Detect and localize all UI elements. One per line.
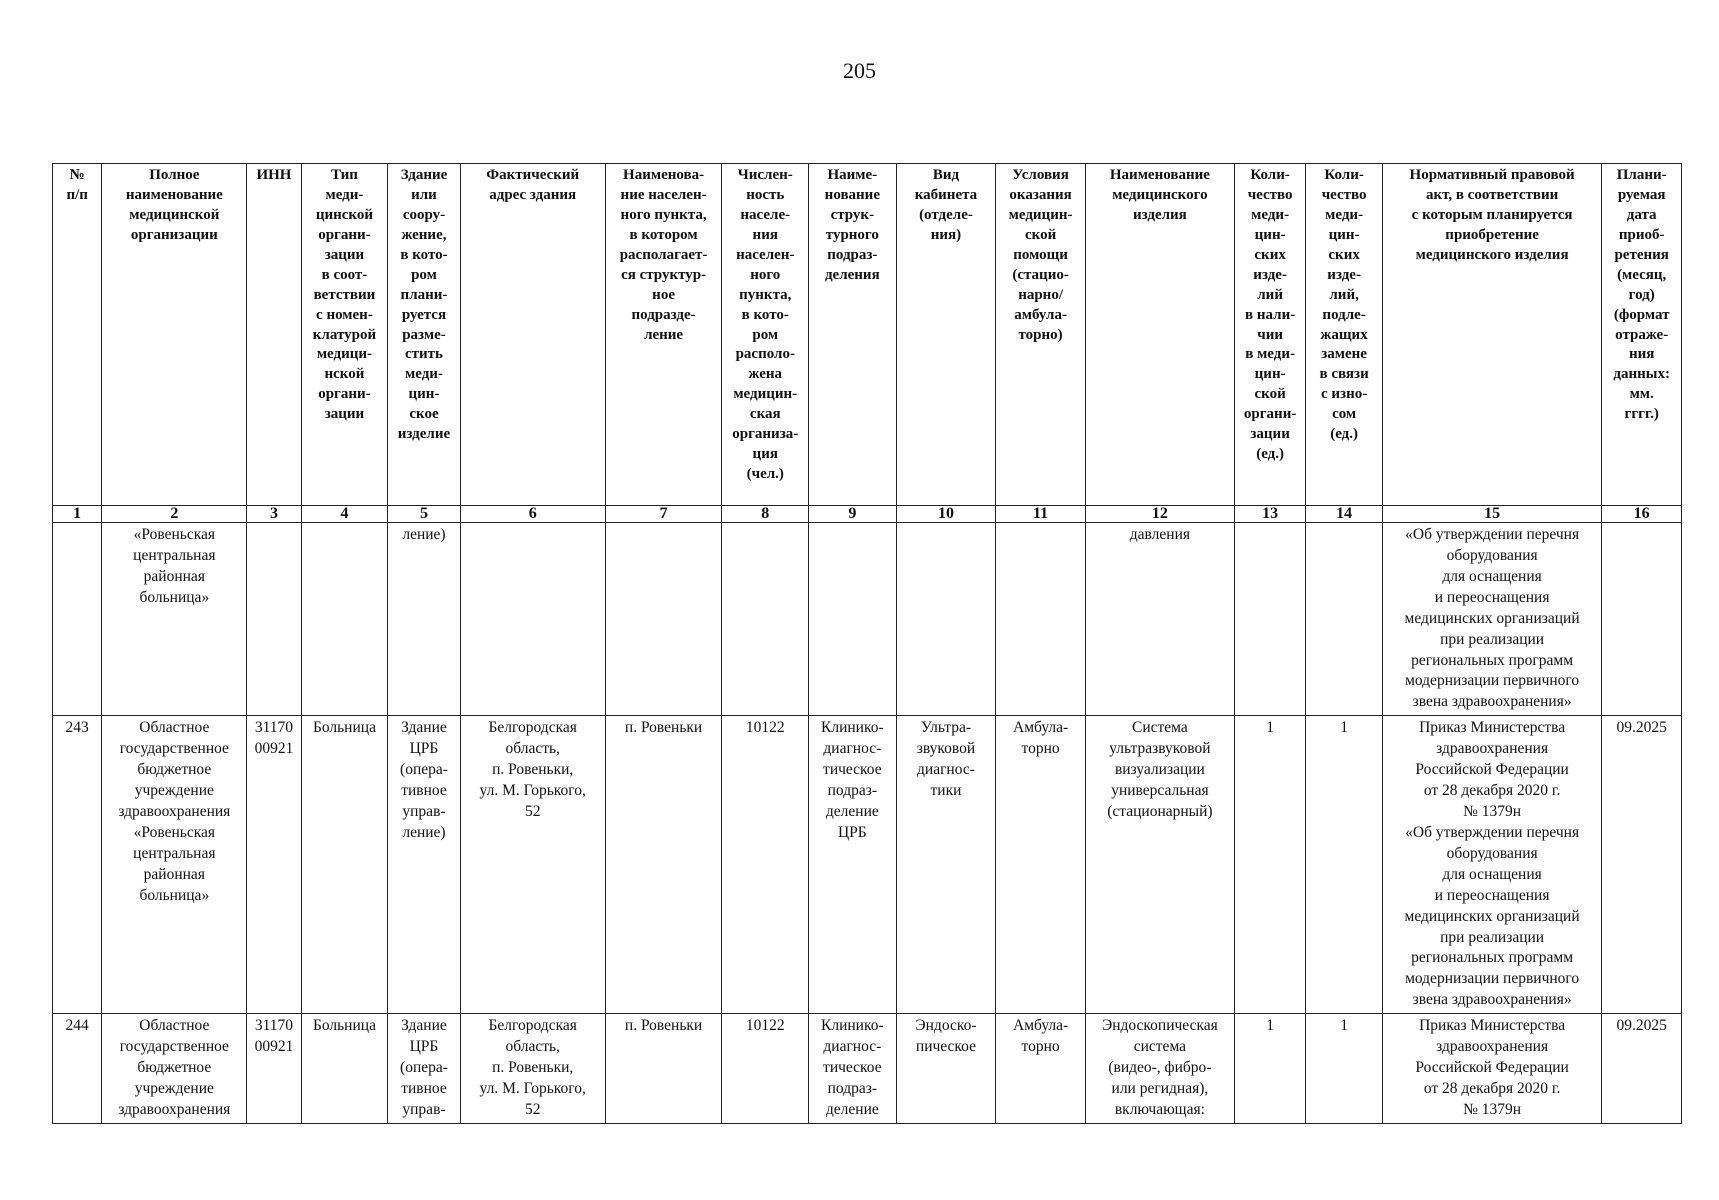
cell-division: Клинико- диагнос- тическое подраз- деление ЦРБ <box>809 716 897 1014</box>
cell-qty-available: 1 <box>1234 1014 1305 1124</box>
table-row-244 <box>53 1014 1682 1124</box>
col-header-qty-available: Коли- чество меди- цин- ских изде- лий в нали- чии в меди- цин- ской органи- зации (ед.) <box>1234 164 1305 506</box>
col-header-care-conditions: Условия оказания медицин- ской помощи (стацио- нарно/ амбула- торно) <box>996 164 1086 506</box>
col-header-org-type: Тип меди- цинской органи- зации в соот- ветствии с номен- клатурой медици- нской органи- зации <box>301 164 388 506</box>
cell-qty-replace <box>1306 523 1383 716</box>
cell-building: Здание ЦРБ (опера- тивное управ- <box>388 1014 460 1124</box>
cell-org-type: Больница <box>301 1014 388 1124</box>
cell-qty-available: 1 <box>1234 716 1305 1014</box>
col-header-planned-date: Плани- руемая дата приоб- ретения (месяц, год) (формат отраже- ния данных: мм. гггг.) <box>1602 164 1682 506</box>
cell-building: ление) <box>388 523 460 716</box>
cell-settlement: п. Ровеньки <box>605 716 722 1014</box>
cell-org-name: Областное государственное бюджетное учреждение здравоохранения «Ровеньская центральная районная больница» <box>102 716 247 1014</box>
col-header-building: Здание или соору- жение, в кото- ром плани- руется разме- стить меди- цин- ское изделие <box>388 164 460 506</box>
col-number: 12 <box>1085 506 1234 523</box>
table-row-243 <box>53 716 1682 1014</box>
cell-inn <box>247 523 301 716</box>
cell-population: 10122 <box>722 1014 809 1124</box>
cell-qty-replace: 1 <box>1306 716 1383 1014</box>
col-header-population: Числен- ность населе- ния населен- ного пункта, в кото- ром располо- жена медицин- ская организа- ция (чел.) <box>722 164 809 506</box>
cell-building: Здание ЦРБ (опера- тивное управ- ление) <box>388 716 460 1014</box>
cell-org-type <box>301 523 388 716</box>
cell-number: 244 <box>53 1014 102 1124</box>
col-number: 11 <box>996 506 1086 523</box>
cell-legal-act: Приказ Министерства здравоохранения Российской Федерации от 28 декабря 2020 г. № 1379н «Об утверждении перечня оборудования для оснащения и переоснащения медицинских организаций при реализации региональных программ модернизации первичного звена здравоохранения» <box>1382 716 1601 1014</box>
cell-address <box>460 523 605 716</box>
cell-number: 243 <box>53 716 102 1014</box>
col-number: 16 <box>1602 506 1682 523</box>
cell-inn: 31170 00921 <box>247 1014 301 1124</box>
cell-population <box>722 523 809 716</box>
cell-inn: 31170 00921 <box>247 716 301 1014</box>
col-number: 8 <box>722 506 809 523</box>
cell-settlement: п. Ровеньки <box>605 1014 722 1124</box>
table-row-continuation <box>53 523 1682 716</box>
col-header-cabinet-type: Вид кабинета (отделе- ния) <box>896 164 996 506</box>
cell-cabinet-type <box>896 523 996 716</box>
cell-org-type: Больница <box>301 716 388 1014</box>
cell-planned-date: 09.2025 <box>1602 1014 1682 1124</box>
col-number: 3 <box>247 506 301 523</box>
equipment-table <box>52 163 1682 1124</box>
column-number-row <box>53 506 1682 523</box>
cell-number <box>53 523 102 716</box>
cell-device-name: давления <box>1085 523 1234 716</box>
col-number: 9 <box>809 506 897 523</box>
col-number: 4 <box>301 506 388 523</box>
col-number: 7 <box>605 506 722 523</box>
cell-care-conditions <box>996 523 1086 716</box>
col-number: 2 <box>102 506 247 523</box>
col-header-qty-replace: Коли- чество меди- цин- ских изде- лий, подле- жащих замене в связи с изно- сом (ед.) <box>1306 164 1383 506</box>
cell-address: Белгородская область, п. Ровеньки, ул. М. Горького, 52 <box>460 716 605 1014</box>
col-header-settlement: Наименова- ние населен- ного пункта, в котором располагает- ся структур- ное подразде- ление <box>605 164 722 506</box>
col-header-address: Фактический адрес здания <box>460 164 605 506</box>
cell-legal-act: Приказ Министерства здравоохранения Российской Федерации от 28 декабря 2020 г. № 1379н <box>1382 1014 1601 1124</box>
col-number: 10 <box>896 506 996 523</box>
cell-population: 10122 <box>722 716 809 1014</box>
col-number: 14 <box>1306 506 1383 523</box>
col-header-device-name: Наименование медицинского изделия <box>1085 164 1234 506</box>
cell-cabinet-type: Ультра- звуковой диагнос- тики <box>896 716 996 1014</box>
cell-address: Белгородская область, п. Ровеньки, ул. М. Горького, 52 <box>460 1014 605 1124</box>
col-number: 15 <box>1382 506 1601 523</box>
page-number: 205 <box>843 58 876 83</box>
cell-org-name: «Ровеньская центральная районная больница» <box>102 523 247 716</box>
cell-legal-act: «Об утверждении перечня оборудования для оснащения и переоснащения медицинских организаций при реализации региональных программ модернизации первичного звена здравоохранения» <box>1382 523 1601 716</box>
col-number: 6 <box>460 506 605 523</box>
col-header-number: № п/п <box>53 164 102 506</box>
col-number: 5 <box>388 506 460 523</box>
col-header-inn: ИНН <box>247 164 301 506</box>
cell-care-conditions: Амбула- торно <box>996 1014 1086 1124</box>
cell-care-conditions: Амбула- торно <box>996 716 1086 1014</box>
cell-division <box>809 523 897 716</box>
cell-settlement <box>605 523 722 716</box>
col-header-legal-act: Нормативный правовой акт, в соответствии с которым планируется приобретение медицинского изделия <box>1382 164 1601 506</box>
cell-division: Клинико- диагнос- тическое подраз- деление <box>809 1014 897 1124</box>
header-row <box>53 164 1682 506</box>
col-number: 13 <box>1234 506 1305 523</box>
cell-device-name: Эндоскопическая система (видео-, фибро- или регидная), включающая: <box>1085 1014 1234 1124</box>
col-header-org-name: Полное наименование медицинской организации <box>102 164 247 506</box>
cell-planned-date <box>1602 523 1682 716</box>
cell-cabinet-type: Эндоско- пическое <box>896 1014 996 1124</box>
cell-device-name: Система ультразвуковой визуализации универсальная (стационарный) <box>1085 716 1234 1014</box>
cell-qty-replace: 1 <box>1306 1014 1383 1124</box>
col-number: 1 <box>53 506 102 523</box>
col-header-division: Наиме- нование струк- турного подраз- деления <box>809 164 897 506</box>
cell-planned-date: 09.2025 <box>1602 716 1682 1014</box>
cell-qty-available <box>1234 523 1305 716</box>
cell-org-name: Областное государственное бюджетное учреждение здравоохранения <box>102 1014 247 1124</box>
